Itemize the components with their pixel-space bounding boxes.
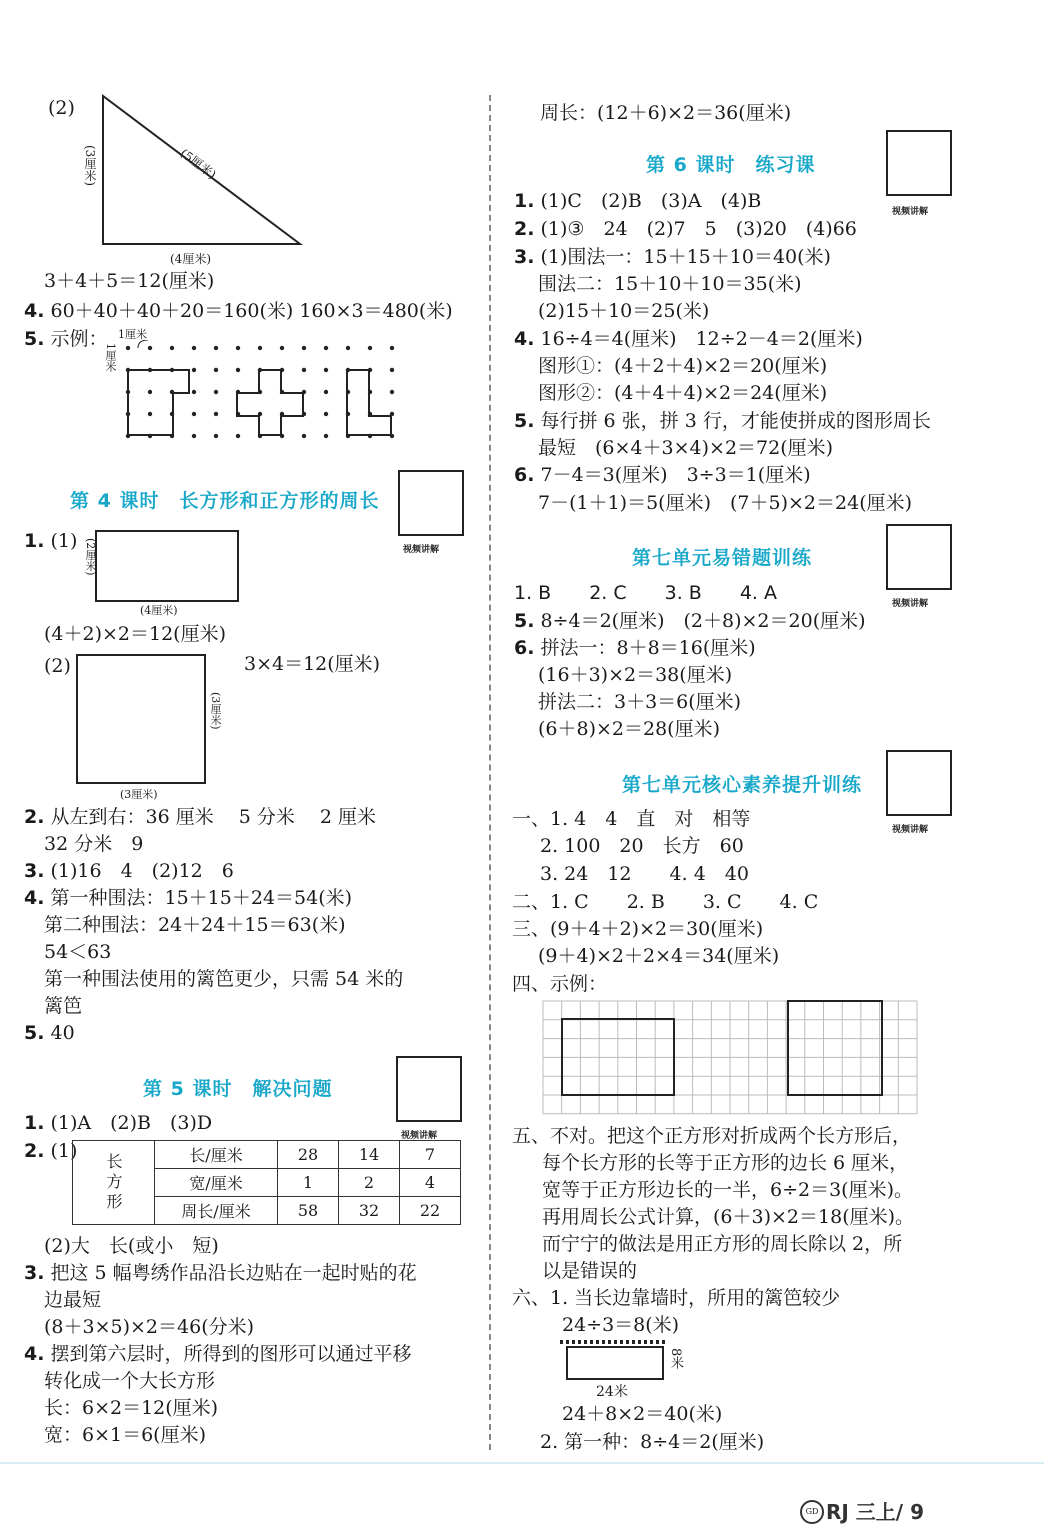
answer-line: 1. (1)A (2)B (3)D: [24, 1112, 213, 1134]
answer-line: 6. 拼法一：8＋8＝16(厘米): [514, 637, 756, 659]
grid-dot: [302, 346, 306, 350]
grid-dot: [214, 412, 218, 416]
grid-dot: [390, 390, 394, 394]
grid-dot: [302, 434, 306, 438]
answer-line: 拼法二：3＋3＝6(厘米): [538, 691, 742, 713]
answer-line: 4. 摆到第六层时，所得到的图形可以通过平移: [24, 1343, 412, 1365]
grid-figure: [542, 1000, 918, 1116]
grid-dot: [192, 368, 196, 372]
grid-dot: [390, 368, 394, 372]
section-heading-unit7-errors: 第七单元易错题训练: [632, 547, 813, 569]
answer-line: 二、1. C 2. B 3. C 4. C: [512, 891, 819, 913]
answer-line: 四、示例：: [512, 973, 608, 995]
grid-dot: [280, 346, 284, 350]
answer-line: 5. 每行拼 6 张，拼 3 行，才能使拼成的图形周长: [514, 410, 931, 432]
grid-dot: [324, 412, 328, 416]
answer-line: 每个长方形的长等于正方形的边长 6 厘米，: [542, 1152, 909, 1174]
answer-line: 边最短: [44, 1289, 102, 1311]
grid-dot: [236, 368, 240, 372]
answer-line: (2)大 长(或小 短): [44, 1235, 219, 1257]
answer-line: 图形①：(4＋2＋4)×2＝20(厘米): [538, 355, 828, 377]
section-heading-lesson-6: 第 6 课时 练习课: [646, 154, 816, 176]
answer-line: 5. 40: [24, 1022, 75, 1044]
answer-line: (2)15＋10＝25(米): [538, 300, 710, 322]
column-divider: [489, 95, 491, 1450]
table-cell: 14: [339, 1141, 400, 1169]
qr-code-icon[interactable]: [398, 470, 464, 536]
data-table: [72, 1140, 461, 1225]
table-cell: 周长/厘米: [155, 1197, 278, 1225]
table-cell: 32: [339, 1197, 400, 1225]
qr-caption: 视频讲解: [401, 1131, 438, 1141]
table-cell: 长/厘米: [155, 1141, 278, 1169]
answer-line: 24÷3＝8(米): [562, 1314, 680, 1336]
grid-dot: [258, 346, 262, 350]
table-cell: 22: [400, 1197, 461, 1225]
table-cell: 4: [400, 1169, 461, 1197]
grid-dot: [214, 346, 218, 350]
answer-line: 2. 第一种：8÷4＝2(厘米): [540, 1431, 765, 1453]
answer-line: 图形②：(4＋4＋4)×2＝24(厘米): [538, 382, 828, 404]
answer-line: 5. 示例：: [24, 328, 108, 350]
fence-side-label: 8米: [668, 1348, 683, 1370]
table-cell: 7: [400, 1141, 461, 1169]
answer-line: 第二种围法：24＋24＋15＝63(米): [44, 914, 346, 936]
rect-side-label: (2厘米): [84, 538, 97, 576]
answer-line: 4. 第一种围法：15＋15＋24＝54(米): [24, 887, 353, 909]
answer-line: (2): [44, 655, 71, 677]
grid-dot: [148, 412, 152, 416]
answer-line: 32 分米 9: [44, 833, 144, 855]
grid-dot: [324, 346, 328, 350]
answer-line: 以是错误的: [542, 1260, 638, 1282]
grid-dot: [236, 434, 240, 438]
fence-rectangle: [566, 1346, 664, 1380]
answer-line: 1. (1)C (2)B (3)A (4)B: [514, 190, 762, 212]
table-cell: 宽/厘米: [155, 1169, 278, 1197]
answer-line: 篱笆: [44, 995, 83, 1017]
answer-line: 3. 24 12 4. 4 40: [540, 863, 749, 885]
answer-line: 3. (1)围法一：15＋15＋10＝40(米): [514, 246, 831, 268]
grid-dot: [214, 368, 218, 372]
grid-dot: [214, 434, 218, 438]
answer-line: 3. (1)16 4 (2)12 6: [24, 860, 234, 882]
answer-line: 1. B 2. C 3. B 4. A: [514, 582, 778, 604]
grid-dot: [192, 390, 196, 394]
answer-line: 长：6×2＝12(厘米): [44, 1397, 219, 1419]
answer-line: 转化成一个大长方形: [44, 1370, 216, 1392]
triangle-bottom-label: (4厘米): [170, 252, 211, 266]
qr-code-icon[interactable]: [886, 130, 952, 196]
qr-code-icon[interactable]: [886, 750, 952, 816]
answer-line: 宽：6×1＝6(厘米): [44, 1424, 207, 1446]
publisher-logo-icon: GD: [800, 1500, 824, 1524]
grid-dot: [324, 434, 328, 438]
grid-dot: [324, 390, 328, 394]
fence-bottom-label: 24米: [596, 1384, 628, 1400]
qr-code-icon[interactable]: [396, 1056, 462, 1122]
answer-line: 而宁宁的做法是用正方形的周长除以 2，所: [542, 1233, 903, 1255]
grid-dot: [192, 412, 196, 416]
triangle-label: (2): [48, 97, 75, 119]
answer-line: 再用周长公式计算，(6＋3)×2＝18(厘米)。: [542, 1206, 915, 1228]
answer-line: 第一种围法使用的篱笆更少，只需 54 米的: [44, 968, 404, 990]
answer-line: 7－(1＋1)＝5(厘米) (7＋5)×2＝24(厘米): [538, 492, 913, 514]
triangle-side-label: (3厘米): [83, 145, 97, 186]
qr-caption: 视频讲解: [892, 207, 929, 217]
section-heading-unit7-core: 第七单元核心素养提升训练: [622, 774, 863, 796]
table-row: [73, 1141, 461, 1169]
table-group-header: 长方形: [73, 1141, 155, 1225]
grid-dot: [236, 346, 240, 350]
table-cell: 28: [278, 1141, 339, 1169]
answer-line: 2. (1): [24, 1140, 78, 1162]
answer-line: 3＋4＋5＝12(厘米): [44, 270, 215, 292]
section-heading-lesson-5: 第 5 课时 解决问题: [143, 1078, 333, 1100]
dot-grid-figure: [118, 340, 418, 445]
grid-dot: [214, 390, 218, 394]
triangle-hyp-label: (5厘米): [177, 145, 219, 182]
grid-dot: [346, 346, 350, 350]
answer-line: 周长：(12＋6)×2＝36(厘米): [540, 102, 792, 124]
answer-line: 3. 把这 5 幅粤绣作品沿长边贴在一起时贴的花: [24, 1262, 417, 1284]
answer-line: 最短 (6×4＋3×4)×2＝72(厘米): [538, 437, 834, 459]
grid-dot: [302, 368, 306, 372]
answer-line: 54＜63: [44, 941, 112, 963]
answer-line: 宽等于正方形边长的一半，6÷2＝3(厘米)。: [542, 1179, 914, 1201]
dot-grid-unit-label: 1厘米: [104, 343, 117, 372]
grid-dot: [192, 434, 196, 438]
answer-line: 2. (1)③ 24 (2)7 5 (3)20 (4)66: [514, 218, 857, 240]
answer-line: 3×4＝12(厘米): [244, 653, 381, 675]
answer-line: (6＋8)×2＝28(厘米): [538, 718, 721, 740]
qr-code-icon[interactable]: [886, 524, 952, 590]
answer-line: 三、(9＋4＋2)×2＝30(厘米): [512, 918, 764, 940]
answer-line: 五、不对。把这个正方形对折成两个长方形后，: [512, 1125, 912, 1147]
answer-line: (9＋4)×2＋2×4＝34(厘米): [538, 945, 780, 967]
answer-line: 2. 从左到右：36 厘米 5 分米 2 厘米: [24, 806, 377, 828]
qr-caption: 视频讲解: [892, 599, 929, 609]
grid-dot: [324, 368, 328, 372]
grid-dot: [126, 346, 130, 350]
table-cell: 58: [278, 1197, 339, 1225]
grid-dot: [390, 346, 394, 350]
grid-dot: [368, 346, 372, 350]
wall-hatch: [560, 1340, 666, 1344]
answer-line: (16＋3)×2＝38(厘米): [538, 664, 733, 686]
answer-line: (8＋3×5)×2＝46(分米): [44, 1316, 255, 1338]
page-footer: RJ 三上/ 9: [826, 1500, 924, 1524]
grid-dot: [192, 346, 196, 350]
square-side-label: (3厘米): [209, 692, 222, 730]
answer-line: 一、1. 4 4 直 对 相等: [512, 808, 751, 830]
rect-bottom-label: (4厘米): [140, 604, 178, 617]
answer-line: 1. (1): [24, 530, 78, 552]
answer-line: (4＋2)×2＝12(厘米): [44, 623, 227, 645]
grid-dot: [148, 346, 152, 350]
dot-grid-unit-label: 1厘米: [118, 328, 147, 341]
square-bottom-label: (3厘米): [120, 788, 158, 801]
qr-caption: 视频讲解: [403, 545, 440, 555]
section-heading-lesson-4: 第 4 课时 长方形和正方形的周长: [70, 490, 380, 512]
answer-line: 24＋8×2＝40(米): [562, 1403, 723, 1425]
footer-rule: [0, 1462, 1044, 1464]
answer-line: 2. 100 20 长方 60: [540, 835, 744, 857]
grid-dot: [148, 390, 152, 394]
square-figure: [76, 654, 206, 784]
answer-line: 6. 7－4＝3(厘米) 3÷3＝1(厘米): [514, 464, 811, 486]
answer-line: 六、1. 当长边靠墙时，所用的篱笆较少: [512, 1287, 841, 1309]
rectangle-figure: [95, 530, 239, 602]
qr-caption: 视频讲解: [892, 825, 929, 835]
table-cell: 1: [278, 1169, 339, 1197]
answer-line: 围法二：15＋10＋10＝35(米): [538, 273, 802, 295]
answer-line: 4. 60＋40＋40＋20＝160(米) 160×3＝480(米): [24, 300, 453, 322]
answer-line: 4. 16÷4＝4(厘米) 12÷2－4＝2(厘米): [514, 328, 863, 350]
table-cell: 2: [339, 1169, 400, 1197]
grid-dot: [170, 346, 174, 350]
answer-line: 5. 8÷4＝2(厘米) (2＋8)×2＝20(厘米): [514, 610, 866, 632]
